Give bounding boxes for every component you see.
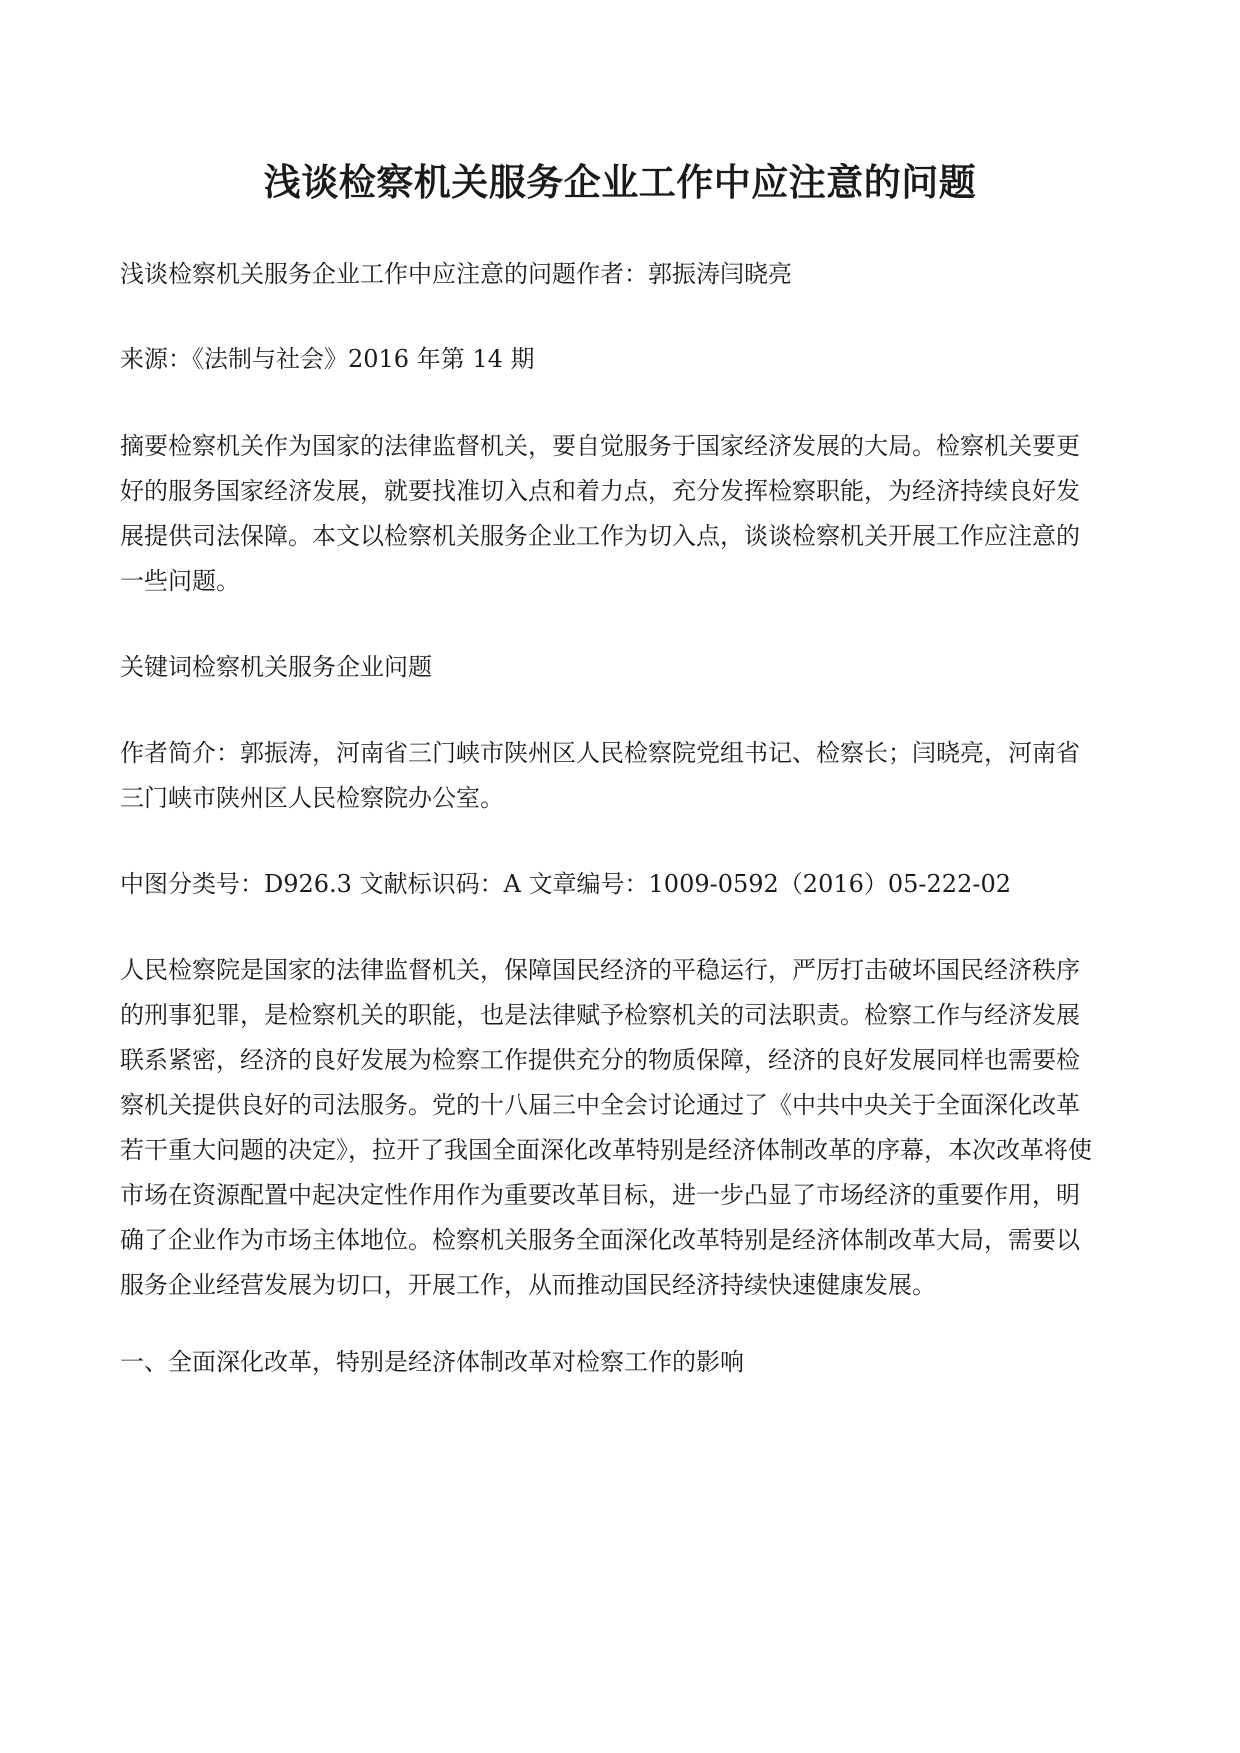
classification-line: 中图分类号：D926.3 文献标识码：A 文章编号：1009-0592（2016）05-222-02: [120, 870, 1011, 898]
author-intro-line: 作者简介：郭振涛，河南省三门峡市陕州区人民检察院党组书记、检察长；闫晓亮，河南省: [120, 739, 1080, 767]
source-line: 来源：《法制与社会》2016 年第 14 期: [120, 345, 535, 373]
body-line: 确了企业作为市场主体地位。检察机关服务全面深化改革特别是经济体制改革大局，需要以: [120, 1226, 1080, 1254]
abstract-line: 好的服务国家经济发展，就要找准切入点和着力点，充分发挥检察职能，为经济持续良好发: [120, 477, 1080, 505]
body-line: 服务企业经营发展为切口，开展工作，从而推动国民经济持续快速健康发展。: [120, 1271, 936, 1299]
keywords-line: 关键词检察机关服务企业问题: [120, 653, 432, 681]
author-intro-paragraph: [120, 731, 1120, 821]
body-line: 若干重大问题的决定》，拉开了我国全面深化改革特别是经济体制改革的序幕，本次改革将使: [120, 1136, 1092, 1164]
document-title: 浅谈检察机关服务企业工作中应注意的问题: [263, 160, 977, 204]
author-intro-line: 三门峡市陕州区人民检察院办公室。: [120, 784, 504, 812]
abstract-line: 摘要检察机关作为国家的法律监督机关，要自觉服务于国家经济发展的大局。检察机关要更: [120, 432, 1080, 460]
body-line: 联系紧密，经济的良好发展为检察工作提供充分的物质保障，经济的良好发展同样也需要检: [120, 1046, 1080, 1074]
body-line: 的刑事犯罪，是检察机关的职能，也是法律赋予检察机关的司法职责。检察工作与经济发展: [120, 1001, 1080, 1029]
body-paragraph: [120, 948, 1120, 1308]
abstract-line: 展提供司法保障。本文以检察机关服务企业工作为切入点，谈谈检察机关开展工作应注意的: [120, 522, 1080, 550]
abstract-line: 一些问题。: [120, 567, 240, 595]
section-heading: 一、全面深化改革，特别是经济体制改革对检察工作的影响: [120, 1348, 744, 1376]
byline: 浅谈检察机关服务企业工作中应注意的问题作者：郭振涛闫晓亮: [120, 260, 792, 288]
body-line: 市场在资源配置中起决定性作用作为重要改革目标，进一步凸显了市场经济的重要作用，明: [120, 1181, 1080, 1209]
body-line: 人民检察院是国家的法律监督机关，保障国民经济的平稳运行，严厉打击破坏国民经济秩序: [120, 956, 1080, 984]
abstract-paragraph: [120, 424, 1120, 604]
body-line: 察机关提供良好的司法服务。党的十八届三中全会讨论通过了《中共中央关于全面深化改革: [120, 1091, 1080, 1119]
